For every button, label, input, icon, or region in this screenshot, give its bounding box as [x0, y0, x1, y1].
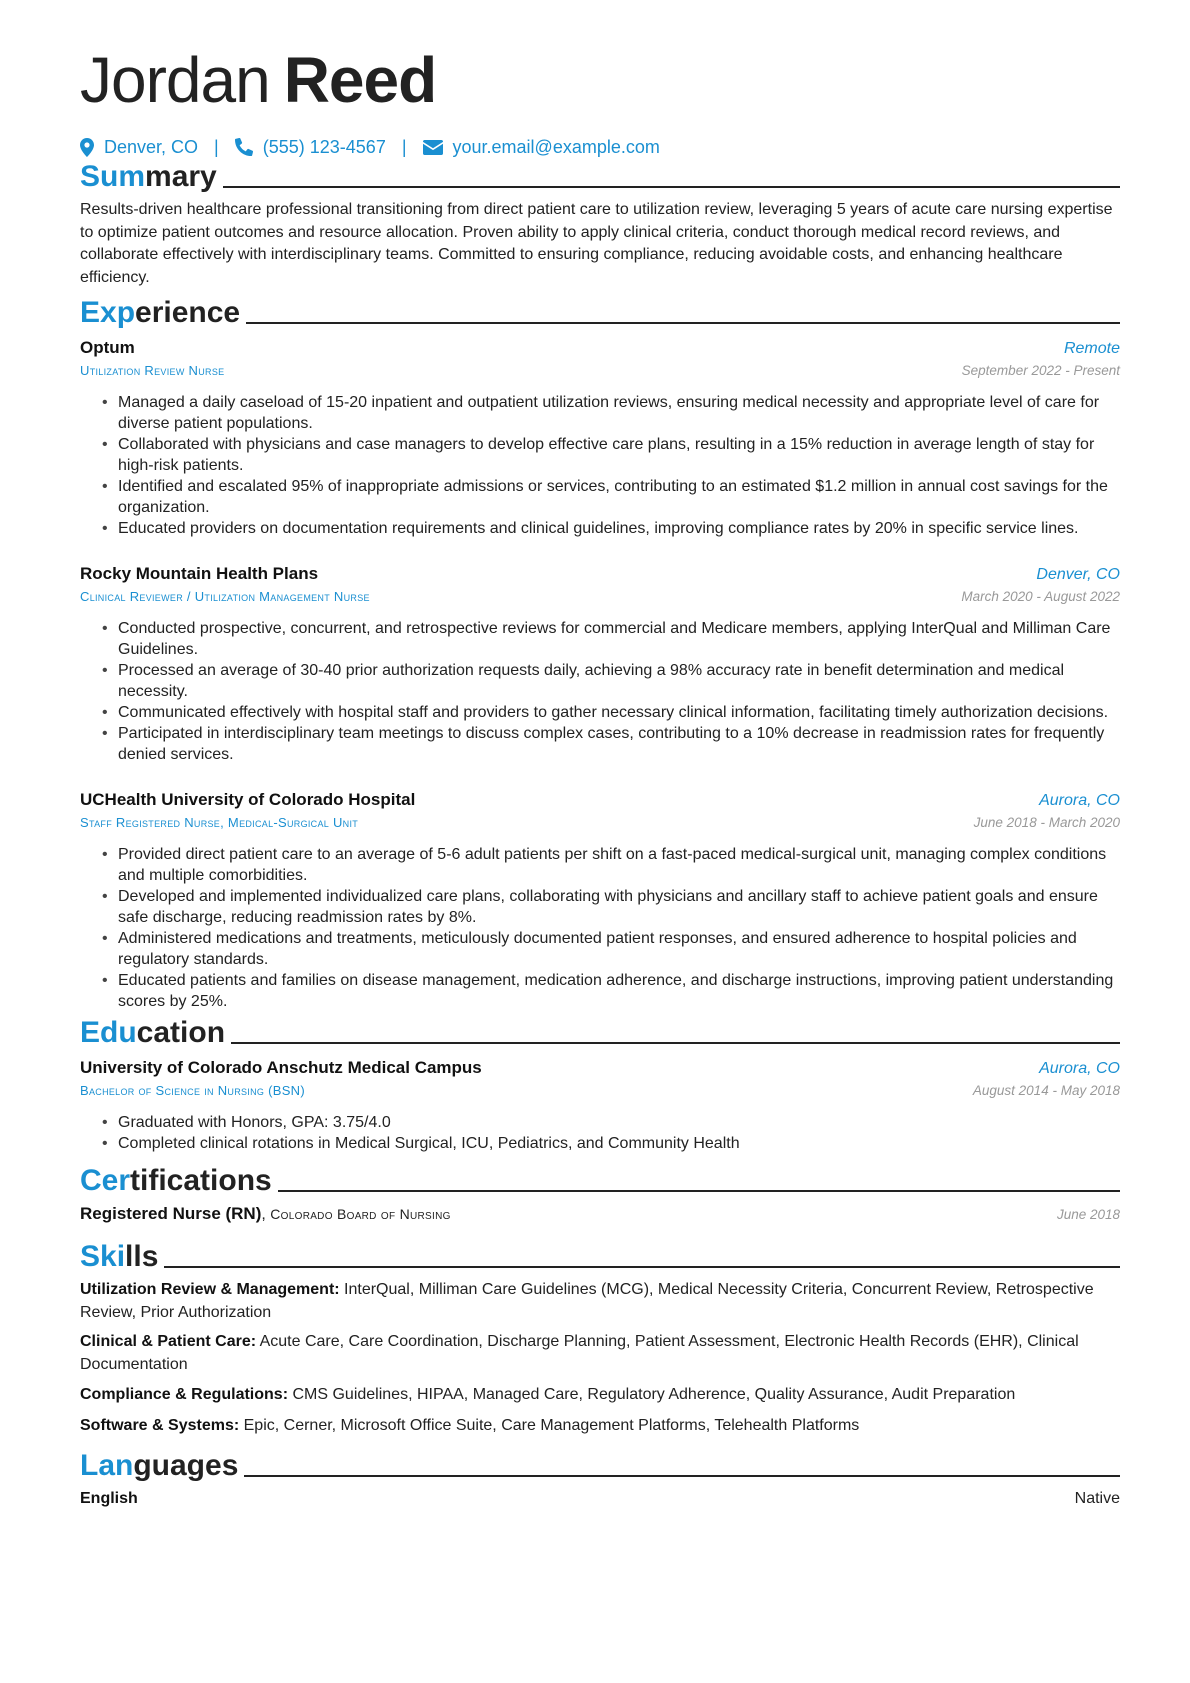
first-name: Jordan [80, 44, 270, 116]
list-item: • Processed an average of 30-40 prior authorization requests daily, achieving a 98% accuracy rate in benefit determination and medical necessity. [80, 660, 1120, 702]
job-location: Remote [1063, 340, 1120, 357]
list-item: • Developed and implemented individualized care plans, collaborating with physicians and ancillary staff to achieve patient goals and ensure safe discharge, reducing readmission rates by 8%. [80, 886, 1120, 928]
list-item: • Administered medications and treatments, meticulously documented patient responses, and ensured adherence to hospital policies and regulatory standards. [80, 928, 1120, 970]
employer-name: UCHealth University of Colorado Hospital [80, 790, 416, 809]
contact-separator: | [401, 136, 407, 157]
summary-heading: Summary [80, 154, 1120, 196]
envelope-icon [423, 140, 443, 155]
list-item: • Provided direct patient care to an average of 5-6 adult patients per shift on a fast-paced medical-surgical unit, managing complex conditions and multiple comorbidities. [80, 844, 1120, 886]
list-item: • Identified and escalated 95% of inappropriate admissions or services, contributing to an estimated $1.2 million in annual cost savings for the organization. [80, 476, 1120, 518]
job-entry-rocky-mountain [80, 562, 1120, 607]
education-bullets [80, 1112, 1120, 1154]
job-dates: March 2020 - August 2022 [961, 589, 1120, 604]
job-dates: September 2022 - Present [961, 363, 1120, 378]
job-title: Staff Registered Nurse, Medical-Surgical Unit [80, 815, 359, 830]
list-item: • Graduated with Honors, GPA: 3.75/4.0 [80, 1112, 1120, 1133]
education-entry [80, 1056, 1120, 1101]
job-bullets [80, 392, 1120, 539]
list-item: • Collaborated with physicians and case managers to develop effective care plans, resulting in a 15% reduction in average length of stay for high-risk patients. [80, 434, 1120, 476]
certifications-heading: Certifications [80, 1158, 1120, 1200]
section-rule [278, 1190, 1120, 1192]
section-rule [246, 322, 1120, 324]
education-heading: Education [80, 1010, 1120, 1052]
candidate-name [80, 40, 436, 120]
job-location: Aurora, CO [1039, 792, 1120, 809]
skill-line: Compliance & Regulations: CMS Guidelines, HIPAA, Managed Care, Regulatory Adherence, Quality Assurance, Audit Preparation [80, 1386, 1016, 1403]
job-bullets [80, 844, 1120, 1012]
list-item: • Communicated effectively with hospital staff and providers to gather necessary clinical information, facilitating timely authorization decisions. [80, 702, 1120, 723]
phone-text: (555) 123-4567 [262, 136, 386, 157]
skills-heading: Skills [80, 1234, 1120, 1276]
language-entry [80, 1488, 1120, 1510]
job-title: Utilization Review Nurse [80, 363, 225, 378]
contact-separator: | [214, 136, 219, 157]
language-name: English [80, 1490, 138, 1507]
language-level: Native [1074, 1490, 1120, 1507]
section-rule [231, 1042, 1120, 1044]
job-entry-optum [80, 336, 1120, 381]
certification-name: Registered Nurse (RN) [80, 1204, 262, 1223]
list-item: • Educated patients and families on disease management, medication adherence, and discharge instructions, improving patient understanding scores by 25%. [80, 970, 1120, 1012]
languages-heading: Languages [80, 1443, 1120, 1485]
list-item: • Conducted prospective, concurrent, and retrospective reviews for commercial and Medicare members, applying InterQual and Milliman Care Guidelines. [80, 618, 1120, 660]
certification-entry: Registered Nurse (RN), Colorado Board of Nursing June 2018 [80, 1204, 1120, 1223]
skill-line: Utilization Review & Management: InterQual, Milliman Care Guidelines (MCG), Medical Necessity Criteria, Concurrent Review, Retrospective Review, Prior Authorization [80, 1281, 1094, 1321]
list-item: • Managed a daily caseload of 15-20 inpatient and outpatient utilization reviews, ensuring medical necessity and appropriate level of care for diverse patient populations. [80, 392, 1120, 434]
section-rule [223, 186, 1120, 188]
school-location: Aurora, CO [1039, 1060, 1120, 1077]
last-name: Reed [283, 44, 437, 116]
list-item: • Completed clinical rotations in Medical Surgical, ICU, Pediatrics, and Community Health [80, 1133, 1120, 1154]
job-bullets [80, 618, 1120, 765]
location-text: Denver, CO [104, 136, 199, 157]
certification-issuer: Colorado Board of Nursing [270, 1206, 451, 1222]
job-title: Clinical Reviewer / Utilization Management Nurse [80, 589, 370, 604]
job-entry-uchealth [80, 788, 1120, 833]
certification-date: June 2018 [1056, 1207, 1120, 1222]
employer-name: Rocky Mountain Health Plans [80, 564, 319, 583]
section-rule [244, 1475, 1120, 1477]
summary-text: Results-driven healthcare professional transitioning from direct patient care to utilization review, leveraging 5 years of acute care nursing expertise to optimize patient outcomes and resource allocation. Proven ability to apply clinical criteria, conduct thorough medical record reviews, and collaborate effectively with interdisciplinary teams. Committed to ensuring compliance, reducing avoidable costs, and enhancing healthcare efficiency. [80, 201, 1113, 286]
email-link: your.email@example.com [452, 136, 660, 157]
list-item: • Participated in interdisciplinary team meetings to discuss complex cases, contributing to a 10% decrease in readmission rates for frequently denied services. [80, 723, 1120, 765]
job-dates: June 2018 - March 2020 [973, 815, 1120, 830]
section-rule [164, 1266, 1120, 1268]
experience-heading: Experience [80, 290, 1120, 332]
school-name: University of Colorado Anschutz Medical Campus [80, 1058, 482, 1077]
skill-line: Software & Systems: Epic, Cerner, Microsoft Office Suite, Care Management Platforms, Telehealth Platforms [80, 1417, 860, 1434]
skill-line: Clinical & Patient Care: Acute Care, Care Coordination, Discharge Planning, Patient Assessment, Electronic Health Records (EHR), Clinical Documentation [80, 1333, 1079, 1373]
education-dates: August 2014 - May 2018 [972, 1083, 1120, 1098]
list-item: • Educated providers on documentation requirements and clinical guidelines, improving compliance rates by 20% in specific service lines. [80, 518, 1120, 539]
employer-name: Optum [80, 338, 135, 357]
job-location: Denver, CO [1036, 566, 1120, 583]
degree: Bachelor of Science in Nursing (BSN) [80, 1083, 305, 1098]
